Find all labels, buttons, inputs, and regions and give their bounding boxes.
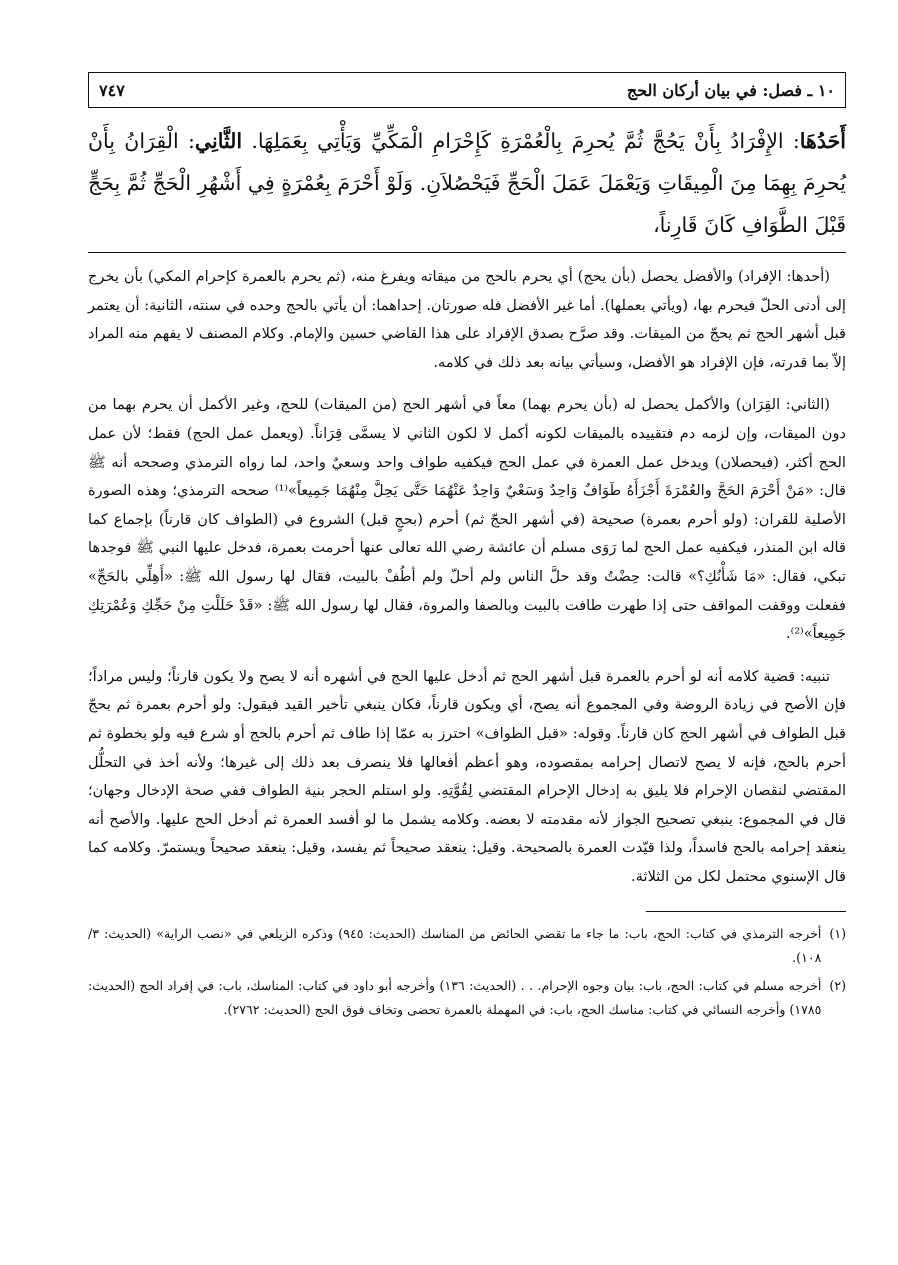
running-header <box>88 72 846 108</box>
commentary-paragraph-tanbih: تنبيه: قضية كلامه أنه لو أحرم بالعمرة قبل أشهر الحج ثم أدخل عليها الحج في أشهره أنه لا يصح ولا يكون قارناً؛ وليس مراداً؛ فإن الأصح في زيادة الروضة وفي المجموع أنه يصح، أي ويكون قارناً، فكان ينبغي تأخير القيد فيقول: ولو أحرم بعمرة ثم بحجّ قبل الطواف في أشهر الحج كان قارناً. وقوله: «قبل الطواف» احترز به عمّا إذا طاف ثم أحرم بالحج أو شرع فيه ولو بخطوة ثم أحرم بالحج، فإنه لا يصح لاتصال إحرامه بمقصوده، وهو أعظم أفعالها فلا ينصرف بعد ذلك إلى غيرها؛ ولأنه أخذ في التحلُّل المقتضي لنقصان الإحرام فلا يليق به إدخال الإحرام المقتضي لِقُوَّتِهِ. ولو استلم الحجر بنية الطواف ففي صحة الإدخال وجهان؛ قال في المجموع: ينبغي تصحيح الجواز لأنه مقدمته لا بعضه. وكلامه يشمل ما لو أفسد العمرة ثم أدخل الحج عليها. والأصح أنه ينعقد إحرامه بالحج فاسداً، ولذا قيّدت العمرة بالصحيحة. وقيل: ينعقد صحيحاً ثم يفسد، وقيل: ينعقد صحيحاً ويستمرّ. وكلامه كما قال الإسنوي محتمل لكل من الثلاثة. <box>88 667 847 885</box>
page-number: ٧٤٧ <box>99 80 125 100</box>
commentary <box>88 263 846 891</box>
footnote-text: أخرجه الترمذي في كتاب: الحج، باب: ما جاء ما تقضي الحائض من المناسك (الحديث: ٩٤٥) وذكره الزيلعي في «نصب الراية» (الحديث: ٣/ ١٠٨). <box>88 926 822 966</box>
footnote-text: أخرجه مسلم في كتاب: الحج، باب: بيان وجوه الإحرام. . . (الحديث: ١٣٦) وأخرجه أبو داود في كتاب: المناسك، باب: في إفراد الحج (الحديث: ١٧٨٥) وأخرجه النسائي في كتاب: مناسك الحج، باب: في المهملة بالعمرة تحضى وتخاف فوق الحج (الحديث: ٢٧٦٢). <box>88 978 822 1018</box>
matn-divider <box>88 252 846 253</box>
footnote-divider <box>646 911 846 912</box>
footnotes <box>88 922 846 1022</box>
matn-label-second: الثَّانِي <box>194 129 243 153</box>
footnote-number: (١) <box>829 926 846 942</box>
matn-sentence-second: : الْقِرَانُ بِأَنْ يُحرِمَ بِهِمَا مِنَ الْمِيقَاتِ وَيَعْمَلَ عَمَلَ الْحَجِّ فَيَحْصُلاَنِ. وَلَوْ أَحْرَمَ بِعُمْرَةٍ فِي أَشْهُرِ الْحَجِّ ثُمَّ بِحَجٍّ قَبْلَ الطَّوَافِ كَانَ قَارِناً، <box>88 129 846 237</box>
footnote-item <box>88 974 846 1022</box>
commentary-paragraph-ifrad: (أحدها: الإفراد) والأفضل يحصل (بأن يحج) أي يحرم بالحج من ميقاته ويفرغ منه، (ثم يحرم بالعمرة كإحرام المكي) بأن يخرج إلى أدنى الحلّ فيحرم بها، (ويأتي بعملها). أما غير الأفضل فله صورتان. إحداهما: أن يأتي بالحج وحده في سنته، الثانية: أن يعتمر قبل أشهر الحج ثم يحجّ من الميقات. وقد صرَّح بصدق الإفراد على هذا القاضي حسين والإمام. وكلام المصنف لا يفهم منه المراد إلاّ بما قدرته، فإن الإفراد هو الأفضل، وسيأتي بيانه بعد ذلك في كلامه. <box>88 268 846 371</box>
footnote-number: (٢) <box>829 978 846 994</box>
footnote-item <box>88 922 846 970</box>
book-page <box>88 72 846 1026</box>
matn-text <box>88 120 846 246</box>
commentary-paragraph-qiran: (الثاني: القِرَان) والأكمل يحصل له (بأن يحرم بهما) معاً في أشهر الحج (من الميقات) للحج، وغير الأكمل أن يحرم بهما من دون الميقات، وإن لزمه دم فتقييده بالميقات لكونه أكمل لا لكون الثاني لا يسمَّى قِرَاناً. (ويعمل عمل الحج) فقط؛ لأن عمل الحج أكثر، (فيحصلان) ويدخل عمل العمرة في عمل الحج فيكفيه طواف واحد وسعيٌ واحد، لما رواه الترمذي وصححه أنه ﷺ قال: «مَنْ أَحْرَمَ الحَجَّ والعُمْرَةَ أَجْزَأَهُ طَوَافٌ وَاحِدٌ وَسَعْيٌ وَاحِدٌ عَنْهُمَا حَتَّى يَحِلَّ مِنْهُمَا جَمِيعاً»⁽¹⁾ صححه الترمذي؛ وهذه الصورة الأصلية للقران: (ولو أحرم بعمرة) صحيحة (في أشهر الحجّ ثم) أحرم (بحجٍ قبل) الشروع في (الطواف كان قارناً) بإجماع كما قاله ابن المنذر، فيكفيه عمل الحج لما رَوَى مسلم أن عائشة رضي الله تعالى عنها أحرمت بعمرة، فدخل عليها النبي ﷺ فوجدها تبكي، فقال: «مَا شَأْنُكِ؟» قالت: حِضْتُ وقد حلَّ الناس ولم أحلّ ولم أطُفْ بالبيت، فقال لها رسول الله ﷺ: «أَهِلِّي بالحَجِّ» ففعلت ووقفت المواقف حتى إذا طهرت طافت بالبيت وبالصفا والمروة، فقال لها رسول الله ﷺ: «قَدْ حَلَلْتِ مِنْ حَجِّكِ وَعُمْرَتِكِ جَمِيعاً»⁽²⁾. <box>88 396 846 643</box>
matn-sentence-first: : الإِفْرَادُ بِأَنْ يَحُجَّ ثُمَّ يُحرِمَ بِالْعُمْرَةِ كَإِحْرَامِ الْمَكِّيِّ وَيَأْتِي بِعَمَلِهَا. <box>251 129 800 153</box>
header-title: ١٠ ـ فصل: في بيان أركان الحج <box>626 80 835 100</box>
matn-label-first: أَحَدُهَا <box>799 129 846 153</box>
